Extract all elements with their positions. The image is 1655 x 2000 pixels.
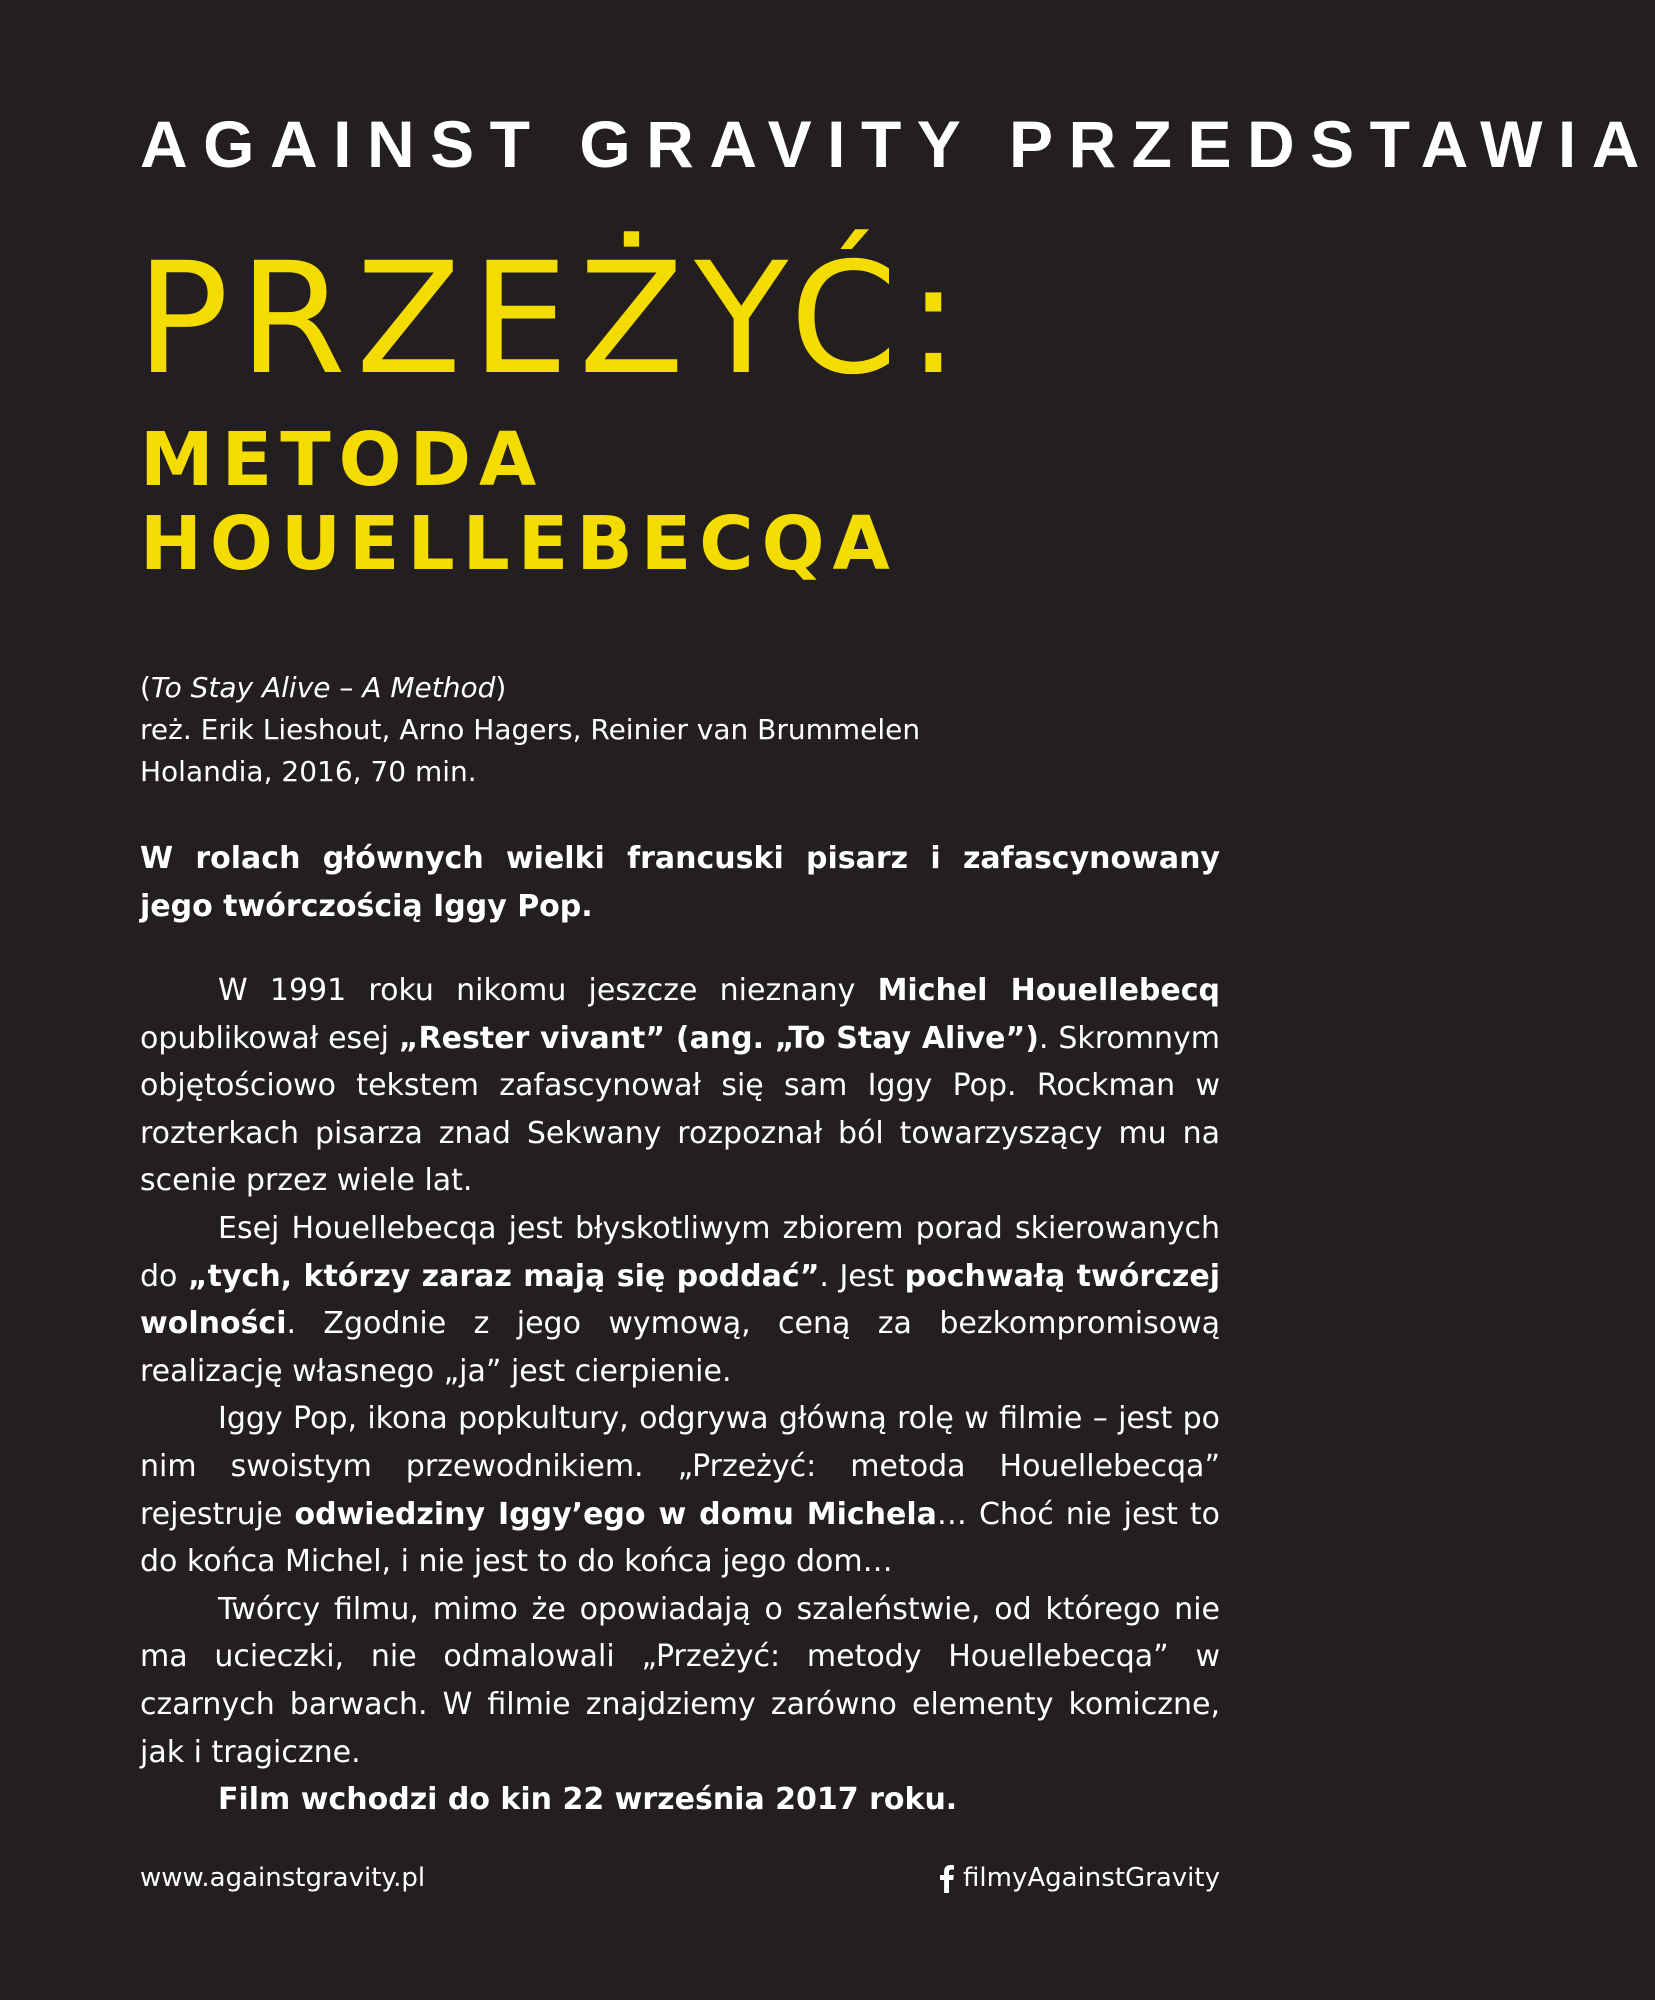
film-title-line-2: METODA	[140, 417, 545, 503]
text-run: . Zgodnie z jego wymową, ceną za bezkompromisową realizację własnego „ja” jest cierpienie.	[140, 1306, 1220, 1389]
presenter-line: AGAINST GRAVITY PRZEDSTAWIA	[140, 107, 1655, 181]
facebook-handle: filmyAgainstGravity	[963, 1863, 1220, 1893]
text-run: . Skromnym objętościowo tekstem zafascynował się sam Iggy Pop. Rockman w rozterkach pisarza znad Sekwany rozpoznał ból towarzyszący mu na scenie przez wiele lat.	[140, 1020, 1220, 1199]
facebook-link[interactable]	[937, 1858, 1220, 1898]
bold-run: pochwałą twórczej wolności	[140, 1258, 1220, 1342]
lead-paragraph: W rolach głównych wielki francuski pisarz i zafascynowany jego twórczością Iggy Pop.	[140, 841, 1220, 924]
facebook-icon	[937, 1863, 955, 1893]
paragraph-5-release-date	[140, 1776, 1220, 1824]
film-credits	[140, 667, 920, 793]
bold-run: odwiedziny Iggy’ego w domu Michela	[294, 1496, 937, 1532]
paragraph-1	[140, 967, 1220, 1205]
text-run: Twórcy filmu, mimo że opowiadają o szaleństwie, od którego nie ma ucieczki, nie odmalowali „Przeżyć: metody Houellebecqa” w czarnych barwach. W filmie znajdziemy zarówno elementy komiczne, jak i tragiczne.	[140, 1591, 1220, 1770]
paren-close: )	[495, 671, 507, 704]
bold-run: „tych, którzy zaraz mają się poddać”	[187, 1258, 820, 1294]
paragraph-2	[140, 1205, 1220, 1395]
text-run: … Choć nie jest to do końca Michel, i nie jest to do końca jego dom…	[140, 1496, 1220, 1580]
paragraph-3	[140, 1395, 1220, 1585]
country-year-duration: Holandia, 2016, 70 min.	[140, 755, 477, 788]
text-run: Iggy Pop, ikona popkultury, odgrywa główną rolę w filmie – jest po nim swoistym przewodnikiem. „Przeżyć: metoda Houellebecqa” rejestruje	[140, 1401, 1220, 1532]
poster-page	[136, 0, 1655, 2000]
film-title-main: PRZEŻYĆ:	[136, 230, 970, 409]
text-run: Esej Houellebecqa jest błyskotliwym zbiorem porad skierowanych do	[140, 1210, 1220, 1294]
text-run: W 1991 roku nikomu jeszcze nieznany	[218, 973, 878, 1008]
website-link[interactable]: www.againstgravity.pl	[140, 1863, 426, 1893]
film-title-line-3: HOUELLEBECQA	[140, 501, 898, 587]
bold-run: Michel Houellebecq	[877, 973, 1220, 1008]
footer	[140, 1858, 1220, 1898]
text-run: opublikował esej	[140, 1020, 399, 1056]
description-body	[140, 967, 1220, 1824]
original-title: To Stay Alive – A Method	[150, 671, 496, 704]
bold-run: Film wchodzi do kin 22 września 2017 roku.	[218, 1782, 958, 1818]
paragraph-4	[140, 1586, 1220, 1776]
original-title-line	[140, 667, 920, 709]
paren-open: (	[140, 671, 151, 704]
text-run: . Jest	[819, 1258, 905, 1294]
bold-run: „Rester vivant” (ang. „To Stay Alive”)	[398, 1020, 1039, 1056]
film-title-subtitle	[140, 418, 898, 586]
directors-line: reż. Erik Lieshout, Arno Hagers, Reinier van Brummelen	[140, 713, 921, 746]
